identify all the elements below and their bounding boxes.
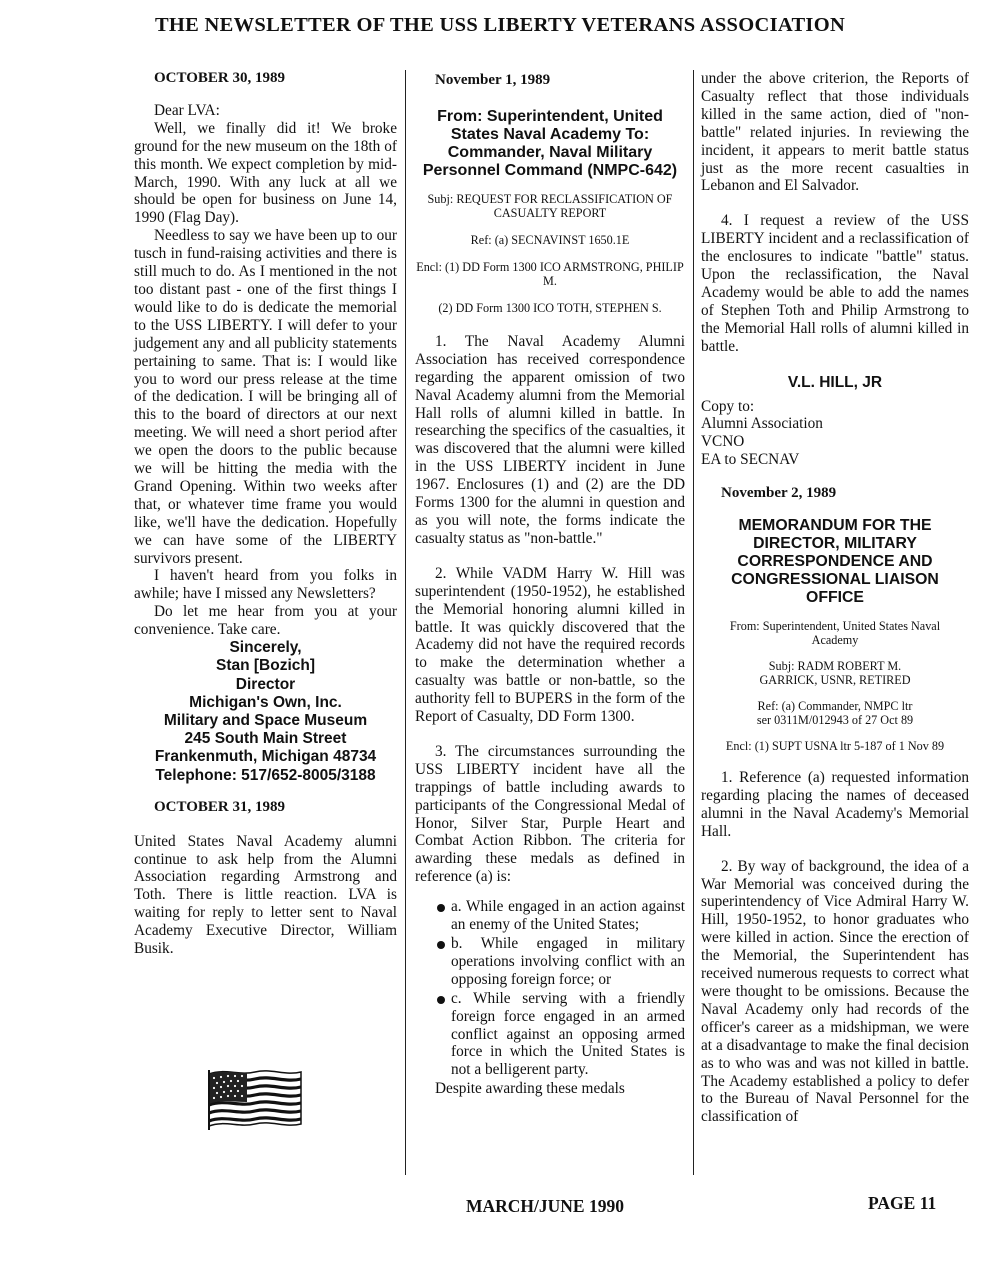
criteria-list — [415, 898, 685, 1079]
copy-list — [701, 398, 969, 470]
date-heading: OCTOBER 31, 1989 — [154, 798, 285, 815]
paragraph: 4. I request a review of the USS LIBERTY incident and a reclassification of the enclosures to indicate "battle" status. Upon the reclassification, the Naval Academy would be able to add the names of Stephen Toth and Philip Armstrong to the Memorial Hall rolls of alumni killed in battle. — [701, 212, 969, 355]
signature-line: 245 South Main Street — [184, 730, 347, 748]
issue-date: MARCH/JUNE 1990 — [466, 1196, 624, 1216]
paragraph: Well, we finally did it! We broke ground for the new museum on the 18th of this month. We expect completion by mid-March, 1990. With any luck at all we should be open for business on June 14, 1990 (Flag Day). — [134, 119, 397, 227]
salutation: Dear LVA: — [154, 101, 220, 119]
list-item — [415, 898, 685, 934]
column-3 — [701, 70, 969, 1126]
date-heading: November 1, 1989 — [435, 72, 551, 88]
paragraph: Despite awarding these medals — [435, 1080, 625, 1098]
page-number: PAGE 11 — [868, 1193, 937, 1213]
signature-line: Director — [235, 675, 296, 693]
column-divider — [405, 70, 406, 1175]
signature-line: Stan [Bozich] — [215, 657, 316, 675]
paragraph: I haven't heard from you folks in awhile; have I missed any Newsletters? — [134, 567, 397, 603]
enclosure-line: Encl: (1) DD Form 1300 ICO ARMSTRONG, PHILIP M. — [416, 259, 684, 288]
copy-line: Alumni Association — [701, 415, 823, 433]
paragraph: 1. The Naval Academy Alumni Association has received correspondence regarding the apparent omission of two Naval Academy alumni from the Memorial Hall rolls of alumni killed in battle. In researching the specifics of the casualties, it was discovered that the alumni were killed in the USS LIBERTY incident in June 1967. Enclosures (1) and (2) are the DD Forms 1300 for the alumni in question and as you will note, the forms indicate the casualty status as "non-battle." — [415, 332, 685, 547]
column-2 — [415, 70, 685, 1098]
subject-line: Subj: REQUEST FOR RECLASSIFICATION OF CASUALTY REPORT — [427, 191, 673, 220]
copy-line: VCNO — [701, 433, 745, 451]
column-1 — [134, 70, 397, 958]
american-flag-icon — [205, 1066, 305, 1132]
bullet-icon — [437, 996, 445, 1004]
date-heading: OCTOBER 30, 1989 — [154, 70, 285, 86]
signature-line: Frankenmuth, Michigan 48734 — [154, 748, 377, 766]
memo-heading: MEMORANDUM FOR THE DIRECTOR, MILITARY CORRESPONDENCE AND CONGRESSIONAL LIAISON OFFICE — [731, 517, 939, 607]
bullet-icon — [437, 941, 445, 949]
signature-line: Sincerely, — [229, 639, 302, 657]
paragraph: 2. By way of background, the idea of a War Memorial was conceived during the superintendency of Vice Admiral Harry W. Hill, 1950-1952, to honor graduates who were killed in action. Since the erection of the Memorial, the Superintendent has received numerous requests to correct what were thought to be omissions. Because the Naval Academy only had records of the officer's career as a midshipman, we were at a disadvantage to make the final decision as to who was and was not killed in battle. The Academy established a policy to defer to the Bureau of Naval Personnel for the classification of — [701, 857, 969, 1126]
list-item-text: c. While serving with a friendly foreign force engaged in an armed conflict against an opposing armed force in which the United States is not a belligerent party. — [451, 989, 685, 1079]
copy-line: EA to SECNAV — [701, 451, 800, 469]
signature-block — [134, 639, 397, 785]
signature-line: Michigan's Own, Inc. — [189, 693, 342, 711]
bullet-icon — [437, 904, 445, 912]
paragraph: 1. Reference (a) requested information regarding placing the names of deceased alumni in the Naval Academy's Memorial Hall. — [701, 769, 969, 840]
signature-line: Telephone: 517/652-8005/3188 — [155, 766, 376, 784]
list-item — [415, 990, 685, 1080]
reference-line: Ref: (a) Commander, NMPC ltr ser 0311M/012943 of 27 Oct 89 — [756, 699, 914, 728]
subject-line: Subj: RADM ROBERT M. GARRICK, USNR, RETIRED — [759, 659, 911, 688]
from-line: From: Superintendent, United States Naval Academy — [729, 619, 941, 648]
signature-line: Military and Space Museum — [163, 711, 368, 729]
paragraph: 3. The circumstances surrounding the USS LIBERTY incident have all the trappings of battle including awards to participants of the Congressional Medal of Honor, Silver Star, Purple Heart and Combat Action Ribbon. The criteria for awarding these medals as defined in reference (a) is: — [415, 742, 685, 886]
paragraph: Needless to say we have been up to our tusch in fund-raising activities and there is still much to do. As I mentioned in the not too distant past - one of the first things I would like to do is dedicate the memorial to the USS LIBERTY. I will defer to your judgement any and all publicity statements pertaining to same. That is: I would like you to word our press release at the time of the dedication. I will be bringing all of this to the board of directors at our next meeting. We will need a short period after we open the doors to the public because we will be hitting the media with the Grand Opening. Within two weeks after that, or whatever time frame you would like, we'll have the dedication. Hopefully we can have some of the LIBERTY survivors present. — [134, 227, 397, 567]
paragraph: under the above criterion, the Reports of Casualty reflect that those individuals killed in the same action, died of "non-battle" related injuries. In reviewing the incident, it appears to merit battle status just as the more recent casualties in Lebanon and El Salvador. — [701, 70, 969, 195]
paragraph: United States Naval Academy alumni continue to ask help from the Alumni Association regarding Armstrong and Toth. There is little reaction. LVA is waiting for reply to letter sent to Naval Academy Executive Director, William Busik. — [134, 832, 397, 958]
copy-line: Copy to: — [701, 397, 755, 415]
date-heading: November 2, 1989 — [721, 485, 837, 502]
column-divider — [693, 70, 694, 1175]
enclosure-line: Encl: (1) SUPT USNA ltr 5-187 of 1 Nov 89 — [725, 739, 945, 754]
list-item-text: b. While engaged in military operations involving conflict with an opposing foreign force; or — [451, 935, 685, 988]
signer-name: V.L. HILL, JR — [787, 373, 883, 391]
paragraph: 2. While VADM Harry W. Hill was superintendent (1950-1952), he established the Memorial honoring alumni killed in battle. It was quickly discovered that the Academy did not have the required records to make the determination whether a casualty was battle or non-battle, so the authority fell to BUPERS in the form of the Report of Casualty, DD Form 1300. — [415, 564, 685, 726]
enclosure-line: (2) DD Form 1300 ICO TOTH, STEPHEN S. — [438, 300, 662, 315]
paragraph: Do let me hear from you at your convenience. Take care. — [134, 603, 397, 639]
reference-line: Ref: (a) SECNAVINST 1650.1E — [470, 232, 630, 247]
masthead: THE NEWSLETTER OF THE USS LIBERTY VETERANS ASSOCIATION — [154, 14, 846, 36]
list-item-text: a. While engaged in an action against an enemy of the United States; — [451, 898, 685, 934]
list-item — [415, 935, 685, 989]
letter-from-heading: From: Superintendent, United States Naval Academy To: Commander, Naval Military Personnel Command (NMPC-642) — [422, 107, 678, 179]
